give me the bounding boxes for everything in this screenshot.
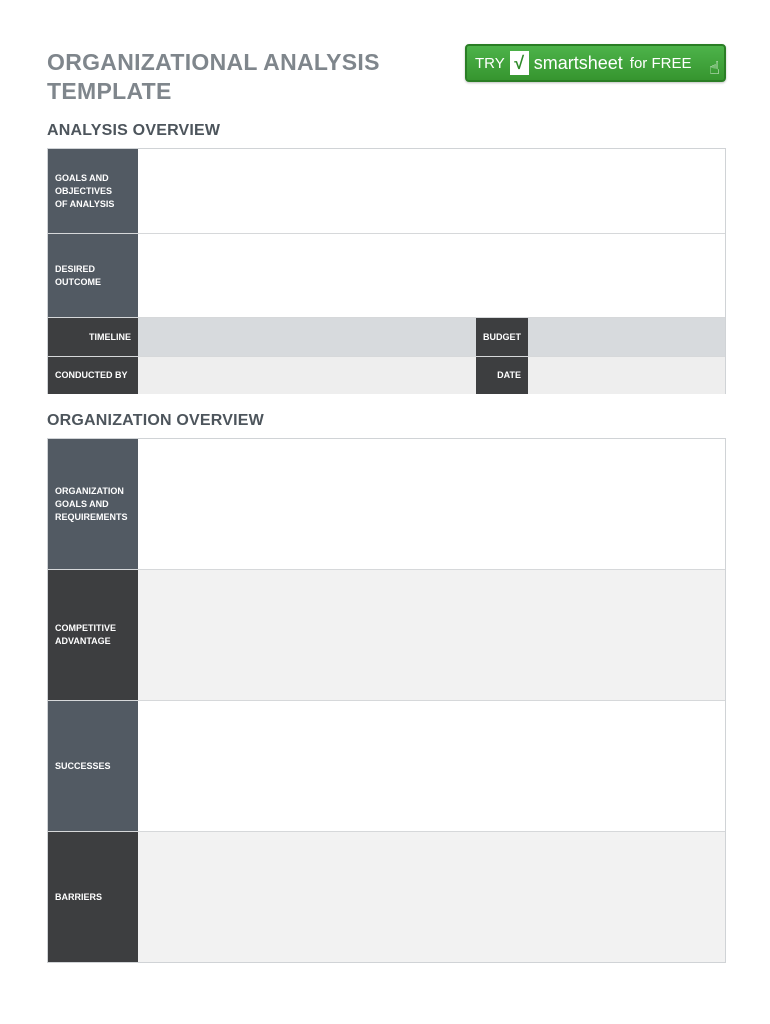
timeline-label: TIMELINE xyxy=(48,318,138,356)
desired-outcome-label: DESIRED OUTCOME xyxy=(48,234,138,317)
competitive-advantage-field[interactable] xyxy=(138,570,725,700)
budget-field[interactable] xyxy=(528,318,725,356)
analysis-overview-heading: ANALYSIS OVERVIEW xyxy=(47,122,221,139)
goals-objectives-label: GOALS AND OBJECTIVES OF ANALYSIS xyxy=(48,149,138,233)
barriers-label: BARRIERS xyxy=(48,832,138,962)
barriers-field[interactable] xyxy=(138,832,725,962)
timeline-field[interactable] xyxy=(138,318,476,356)
competitive-advantage-label: COMPETITIVE ADVANTAGE xyxy=(48,570,138,700)
successes-field[interactable] xyxy=(138,701,725,831)
timeline-budget-row xyxy=(48,318,725,357)
goals-objectives-field[interactable] xyxy=(138,149,725,233)
desired-outcome-row xyxy=(48,234,725,318)
goals-objectives-row xyxy=(48,149,725,234)
organization-overview-table xyxy=(47,438,726,963)
date-label: DATE xyxy=(476,357,528,394)
hand-pointer-icon: ☝ xyxy=(709,58,720,78)
title-line-2: TEMPLATE xyxy=(47,78,172,104)
title-line-1: ORGANIZATIONAL ANALYSIS xyxy=(47,49,380,75)
org-goals-row xyxy=(48,439,725,570)
organization-overview-heading: ORGANIZATION OVERVIEW xyxy=(47,412,264,429)
successes-label: SUCCESSES xyxy=(48,701,138,831)
competitive-advantage-row xyxy=(48,570,725,701)
document-title xyxy=(47,48,380,106)
org-goals-field[interactable] xyxy=(138,439,725,569)
try-smartsheet-button[interactable] xyxy=(465,44,726,82)
date-field[interactable] xyxy=(528,357,725,394)
promo-suffix-text: for FREE xyxy=(629,54,692,72)
budget-label: BUDGET xyxy=(476,318,528,356)
desired-outcome-field[interactable] xyxy=(138,234,725,317)
analysis-overview-table xyxy=(47,148,726,394)
successes-row xyxy=(48,701,725,832)
barriers-row xyxy=(48,832,725,962)
conducted-by-label: CONDUCTED BY xyxy=(48,357,138,394)
checkmark-icon: √ xyxy=(510,51,529,75)
promo-try-text: TRY xyxy=(475,54,505,72)
org-goals-label: ORGANIZATION GOALS AND REQUIREMENTS xyxy=(48,439,138,569)
conducted-by-field[interactable] xyxy=(138,357,476,394)
promo-brand-text: smartsheet xyxy=(533,52,623,73)
conducted-date-row xyxy=(48,357,725,394)
